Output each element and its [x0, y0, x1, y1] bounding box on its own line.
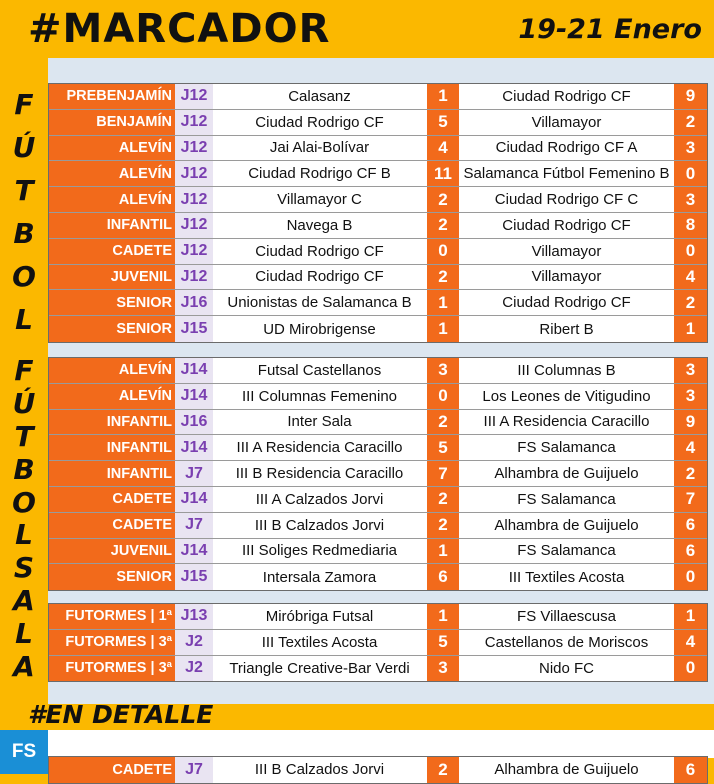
futsal-results-table	[48, 357, 708, 591]
category-label: SENIOR	[49, 316, 175, 342]
match-row	[49, 604, 707, 630]
vertical-letter: T	[14, 173, 34, 207]
match-row	[49, 435, 707, 461]
away-team: III Columnas B	[460, 358, 673, 383]
date-range: 19-21 Enero	[518, 14, 702, 45]
away-team: Villamayor	[460, 265, 673, 290]
matchday-label: J15	[175, 316, 213, 342]
home-score: 7	[426, 461, 460, 486]
vertical-letter: L	[15, 302, 33, 336]
matchday-label: J12	[175, 213, 213, 238]
category-label: INFANTIL	[49, 435, 175, 460]
vertical-letter: T	[14, 419, 34, 453]
away-team: Ciudad Rodrigo CF	[460, 213, 673, 238]
away-team: Los Leones de Vitigudino	[460, 384, 673, 409]
home-team: Calasanz	[213, 84, 426, 109]
away-team: Ciudad Rodrigo CF	[460, 84, 673, 109]
home-score: 2	[426, 757, 460, 783]
away-team: Ciudad Rodrigo CF C	[460, 187, 673, 212]
away-score: 9	[673, 84, 707, 109]
home-score: 6	[426, 564, 460, 590]
home-score: 1	[426, 539, 460, 564]
vertical-letter: F	[14, 354, 34, 388]
detail-title: #EN DETALLE	[28, 700, 214, 729]
match-row	[49, 513, 707, 539]
home-score: 3	[426, 656, 460, 682]
matchday-label: J12	[175, 136, 213, 161]
away-score: 2	[673, 110, 707, 135]
away-score: 6	[673, 757, 707, 783]
futbol-vertical-label	[0, 83, 48, 341]
away-score: 7	[673, 487, 707, 512]
category-label: INFANTIL	[49, 213, 175, 238]
away-team: FS Villaescusa	[460, 604, 673, 629]
match-row	[49, 656, 707, 682]
match-row	[49, 564, 707, 590]
match-row	[49, 316, 707, 342]
home-score: 2	[426, 213, 460, 238]
match-row	[49, 110, 707, 136]
home-team: Ciudad Rodrigo CF	[213, 265, 426, 290]
vertical-letter: O	[12, 259, 36, 293]
away-team: III Textiles Acosta	[460, 564, 673, 590]
vertical-letter: B	[13, 216, 35, 250]
matchday-label: J14	[175, 358, 213, 383]
home-team: Ciudad Rodrigo CF	[213, 110, 426, 135]
category-label: JUVENIL	[49, 265, 175, 290]
away-team: Alhambra de Guijuelo	[460, 461, 673, 486]
home-team: III A Calzados Jorvi	[213, 487, 426, 512]
home-score: 11	[426, 161, 460, 186]
vertical-letter: S	[13, 551, 35, 585]
away-score: 0	[673, 239, 707, 264]
away-team: III A Residencia Caracillo	[460, 410, 673, 435]
away-team: FS Salamanca	[460, 435, 673, 460]
away-team: Villamayor	[460, 110, 673, 135]
match-row	[49, 265, 707, 291]
matchday-label: J7	[175, 461, 213, 486]
match-row	[49, 461, 707, 487]
away-team: Alhambra de Guijuelo	[460, 757, 673, 783]
away-score: 0	[673, 564, 707, 590]
home-score: 1	[426, 84, 460, 109]
matchday-label: J14	[175, 487, 213, 512]
home-team: III A Residencia Caracillo	[213, 435, 426, 460]
match-row	[49, 213, 707, 239]
home-team: Navega B	[213, 213, 426, 238]
category-label: ALEVÍN	[49, 358, 175, 383]
away-score: 3	[673, 358, 707, 383]
matchday-label: J7	[175, 757, 213, 783]
away-score: 3	[673, 136, 707, 161]
home-team: III B Residencia Caracillo	[213, 461, 426, 486]
category-label: SENIOR	[49, 290, 175, 315]
matchday-label: J2	[175, 630, 213, 655]
home-score: 5	[426, 630, 460, 655]
futormes-results-table	[48, 603, 708, 682]
matchday-label: J14	[175, 435, 213, 460]
away-score: 4	[673, 265, 707, 290]
matchday-label: J12	[175, 161, 213, 186]
matchday-label: J7	[175, 513, 213, 538]
match-row	[49, 290, 707, 316]
home-score: 5	[426, 435, 460, 460]
away-score: 3	[673, 384, 707, 409]
match-row	[49, 410, 707, 436]
detail-strip	[48, 730, 714, 758]
category-label: FUTORMES | 3ª	[49, 630, 175, 655]
home-score: 0	[426, 239, 460, 264]
vertical-letter: O	[12, 485, 36, 519]
category-label: FUTORMES | 1ª	[49, 604, 175, 629]
away-score: 9	[673, 410, 707, 435]
vertical-letter: Ú	[12, 130, 36, 164]
match-row	[49, 239, 707, 265]
home-score: 5	[426, 110, 460, 135]
away-team: Nido FC	[460, 656, 673, 682]
match-row	[49, 84, 707, 110]
matchday-label: J15	[175, 564, 213, 590]
home-team: UD Mirobrigense	[213, 316, 426, 342]
match-row	[49, 136, 707, 162]
category-label: CADETE	[49, 239, 175, 264]
vertical-letter: L	[15, 518, 33, 552]
away-score: 4	[673, 435, 707, 460]
category-label: BENJAMÍN	[49, 110, 175, 135]
matchday-label: J2	[175, 656, 213, 682]
away-team: Alhambra de Guijuelo	[460, 513, 673, 538]
away-team: FS Salamanca	[460, 539, 673, 564]
away-team: FS Salamanca	[460, 487, 673, 512]
home-score: 0	[426, 384, 460, 409]
matchday-label: J12	[175, 239, 213, 264]
matchday-label: J12	[175, 187, 213, 212]
category-label: ALEVÍN	[49, 136, 175, 161]
matchday-label: J13	[175, 604, 213, 629]
matchday-label: J12	[175, 84, 213, 109]
home-score: 3	[426, 358, 460, 383]
futbol-results-table	[48, 83, 708, 343]
home-team: III Textiles Acosta	[213, 630, 426, 655]
category-label: CADETE	[49, 513, 175, 538]
category-label: PREBENJAMÍN	[49, 84, 175, 109]
home-team: III Columnas Femenino	[213, 384, 426, 409]
home-team: Jai Alai-Bolívar	[213, 136, 426, 161]
matchday-label: J16	[175, 290, 213, 315]
matchday-label: J14	[175, 384, 213, 409]
home-score: 2	[426, 265, 460, 290]
away-score: 1	[673, 316, 707, 342]
category-label: INFANTIL	[49, 461, 175, 486]
home-team: Unionistas de Salamanca B	[213, 290, 426, 315]
home-score: 2	[426, 513, 460, 538]
away-score: 4	[673, 630, 707, 655]
match-row	[49, 487, 707, 513]
futsal-badge: FS	[0, 730, 48, 774]
home-team: Ciudad Rodrigo CF	[213, 239, 426, 264]
category-label: ALEVÍN	[49, 384, 175, 409]
match-row	[49, 384, 707, 410]
matchday-label: J12	[175, 265, 213, 290]
category-label: ALEVÍN	[49, 161, 175, 186]
away-score: 2	[673, 461, 707, 486]
match-row	[49, 161, 707, 187]
vertical-letter: B	[13, 452, 35, 486]
match-row	[49, 630, 707, 656]
home-team: III B Calzados Jorvi	[213, 757, 426, 783]
home-score: 4	[426, 136, 460, 161]
away-score: 6	[673, 539, 707, 564]
match-row	[49, 187, 707, 213]
away-score: 8	[673, 213, 707, 238]
home-team: Ciudad Rodrigo CF B	[213, 161, 426, 186]
detail-results-table	[48, 756, 708, 784]
away-team: Salamanca Fútbol Femenino B	[460, 161, 673, 186]
vertical-letter: F	[14, 87, 34, 121]
home-score: 2	[426, 187, 460, 212]
home-team: Inter Sala	[213, 410, 426, 435]
matchday-label: J14	[175, 539, 213, 564]
home-score: 1	[426, 290, 460, 315]
match-row	[49, 358, 707, 384]
away-score: 0	[673, 656, 707, 682]
match-row	[49, 757, 707, 783]
away-score: 3	[673, 187, 707, 212]
away-score: 1	[673, 604, 707, 629]
matchday-label: J16	[175, 410, 213, 435]
vertical-letter: A	[13, 649, 35, 683]
category-label: INFANTIL	[49, 410, 175, 435]
home-score: 2	[426, 487, 460, 512]
away-score: 6	[673, 513, 707, 538]
vertical-letter: A	[13, 583, 35, 617]
futsal-vertical-label	[0, 355, 48, 683]
home-score: 1	[426, 316, 460, 342]
away-team: Ribert B	[460, 316, 673, 342]
category-label: SENIOR	[49, 564, 175, 590]
home-team: Villamayor C	[213, 187, 426, 212]
home-team: III B Calzados Jorvi	[213, 513, 426, 538]
away-score: 2	[673, 290, 707, 315]
category-label: CADETE	[49, 487, 175, 512]
home-score: 1	[426, 604, 460, 629]
home-score: 2	[426, 410, 460, 435]
home-team: Futsal Castellanos	[213, 358, 426, 383]
away-team: Castellanos de Moriscos	[460, 630, 673, 655]
category-label: CADETE	[49, 757, 175, 783]
away-team: Ciudad Rodrigo CF	[460, 290, 673, 315]
home-team: Intersala Zamora	[213, 564, 426, 590]
home-team: Miróbriga Futsal	[213, 604, 426, 629]
home-team: III Soliges Redmediaria	[213, 539, 426, 564]
page-title: #MARCADOR	[28, 6, 331, 52]
match-row	[49, 539, 707, 565]
home-team: Triangle Creative-Bar Verdi	[213, 656, 426, 682]
away-score: 0	[673, 161, 707, 186]
away-team: Villamayor	[460, 239, 673, 264]
vertical-letter: L	[15, 616, 33, 650]
away-team: Ciudad Rodrigo CF A	[460, 136, 673, 161]
category-label: FUTORMES | 3ª	[49, 656, 175, 682]
vertical-letter: Ú	[12, 387, 36, 421]
category-label: JUVENIL	[49, 539, 175, 564]
matchday-label: J12	[175, 110, 213, 135]
category-label: ALEVÍN	[49, 187, 175, 212]
